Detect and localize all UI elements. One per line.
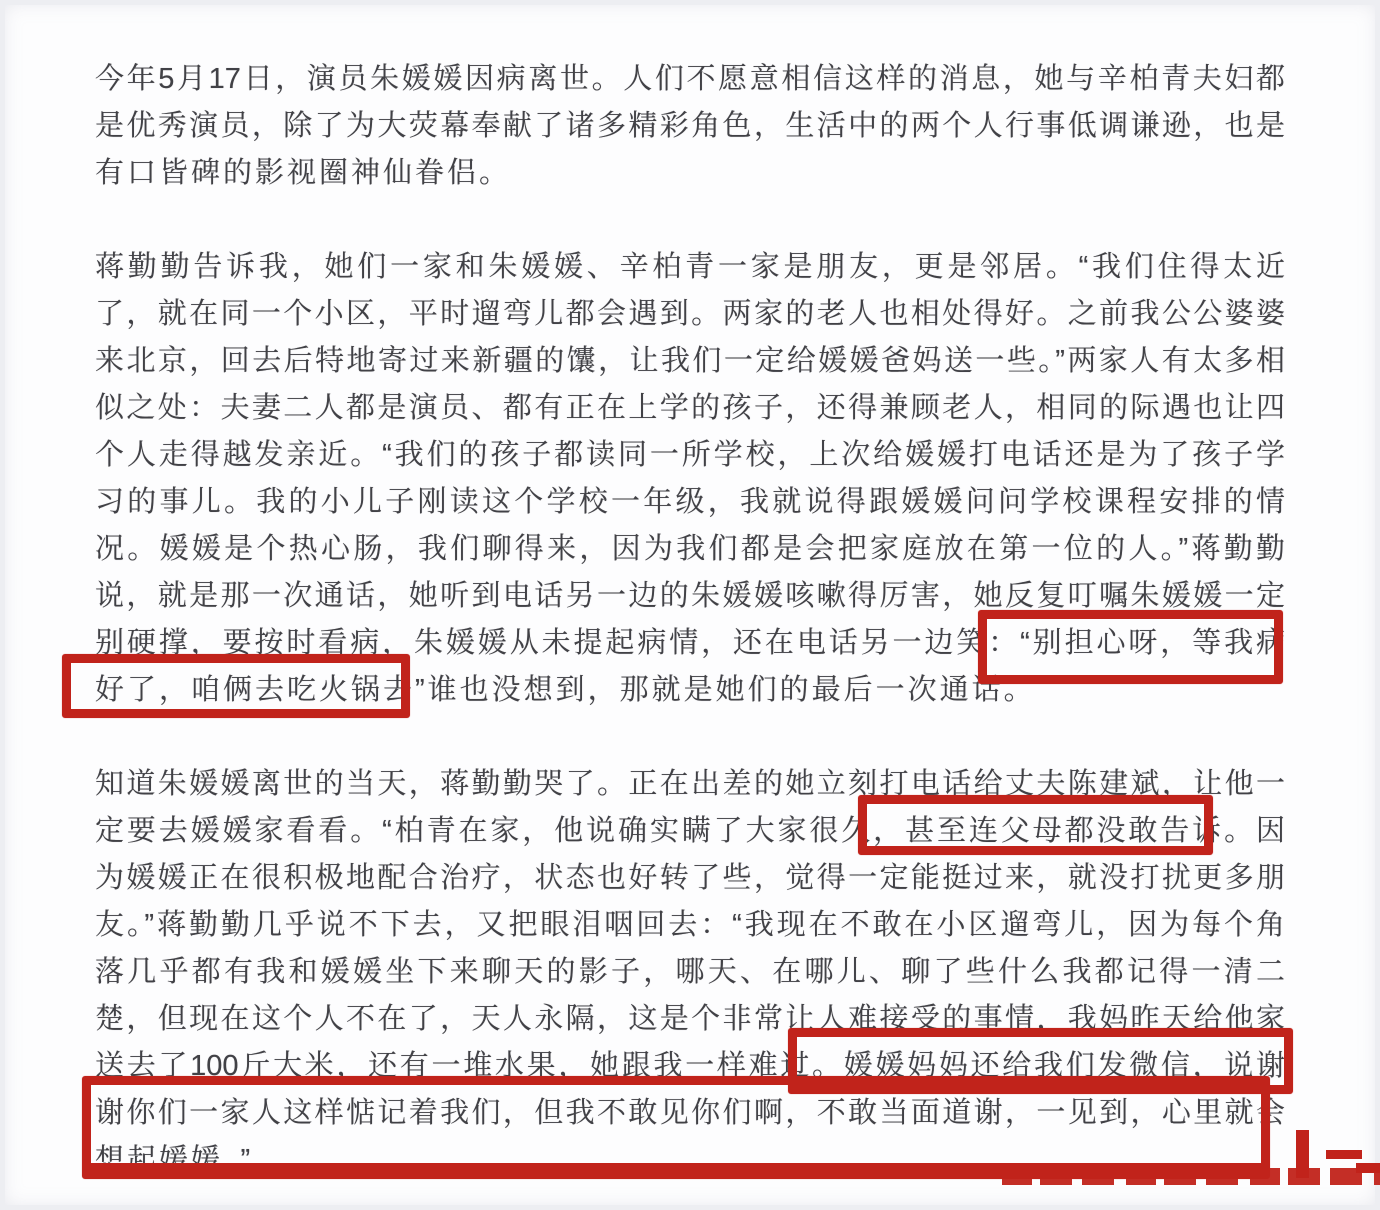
text-line: 知道朱媛媛离世的当天，蒋勤勤哭了。正在出差的她立刻打电话给丈夫陈建斌，让他一 xyxy=(95,768,1285,800)
text-line: 想起媛媛。” xyxy=(95,1144,254,1176)
red-watermark-fragment-bar xyxy=(1296,1130,1309,1178)
red-watermark-fragment xyxy=(1356,1163,1380,1173)
text-line: 友。”蒋勤勤几乎说不下去，又把眼泪咽回去：“我现在不敢在小区遛弯儿，因为每个角 xyxy=(95,909,1285,941)
text-line: 来北京，回去后特地寄过来新疆的馕，让我们一定给媛媛爸妈送一些。”两家人有太多相 xyxy=(95,345,1285,377)
text-line: 况。媛媛是个热心肠，我们聊得来，因为我们都是会把家庭放在第一位的人。”蒋勤勤 xyxy=(95,533,1285,565)
text-line: 为媛媛正在很积极地配合治疗，状态也好转了些，觉得一定能挺过来，就没打扰更多朋 xyxy=(95,862,1285,894)
text-line: 谢你们一家人这样惦记着我们，但我不敢见你们啊，不敢当面道谢，一见到，心里就会 xyxy=(95,1097,1285,1129)
text-line: 楚，但现在这个人不在了，天人永隔，这是个非常让人难接受的事情，我妈昨天给他家 xyxy=(95,1003,1285,1035)
red-watermark-fragment xyxy=(1326,1150,1362,1159)
paragraph-2 xyxy=(95,244,1285,714)
text-line: 落几乎都有我和媛媛坐下来聊天的影子，哪天、在哪儿、聊了些什么我都记得一清二 xyxy=(95,956,1285,988)
red-watermark-fragments xyxy=(1002,1168,1380,1185)
text-line: 是优秀演员，除了为大荧幕奉献了诸多精彩角色，生活中的两个人行事低调谦逊，也是 xyxy=(95,110,1285,142)
text-line: 似之处：夫妻二人都是演员、都有正在上学的孩子，还得兼顾老人，相同的际遇也让四 xyxy=(95,392,1285,424)
text-line: 了，就在同一个小区，平时遛弯儿都会遇到。两家的老人也相处得好。之前我公公婆婆 xyxy=(95,298,1285,330)
paragraph-1 xyxy=(95,56,1285,197)
text-line: 个人走得越发亲近。“我们的孩子都读同一所学校，上次给媛媛打电话还是为了孩子学 xyxy=(95,439,1285,471)
text-line: 蒋勤勤告诉我，她们一家和朱媛媛、辛柏青一家是朋友，更是邻居。“我们住得太近 xyxy=(95,251,1285,283)
paragraph-3 xyxy=(95,761,1285,1184)
text-line: 别硬撑，要按时看病，朱媛媛从未提起病情，还在电话另一边笑：“别担心呀，等我病 xyxy=(95,627,1285,659)
text-line: 今年5月17日，演员朱媛媛因病离世。人们不愿意相信这样的消息，她与辛柏青夫妇都 xyxy=(95,63,1285,95)
text-line: 送去了100斤大米，还有一堆水果，她跟我一样难过。媛媛妈妈还给我们发微信，说谢 xyxy=(95,1050,1285,1082)
text-line: 好了，咱俩去吃火锅去”谁也没想到，那就是她们的最后一次通话。 xyxy=(95,674,1036,706)
text-line: 有口皆碑的影视圈神仙眷侣。 xyxy=(95,157,512,189)
text-line: 说，就是那一次通话，她听到电话另一边的朱媛媛咳嗽得厉害，她反复叮嘱朱媛媛一定 xyxy=(95,580,1285,612)
text-line: 习的事儿。我的小儿子刚读这个学校一年级，我就说得跟媛媛问问学校课程安排的情 xyxy=(95,486,1285,518)
text-line: 定要去媛媛家看看。“柏青在家，他说确实瞒了大家很久，甚至连父母都没敢告诉。因 xyxy=(95,815,1285,847)
